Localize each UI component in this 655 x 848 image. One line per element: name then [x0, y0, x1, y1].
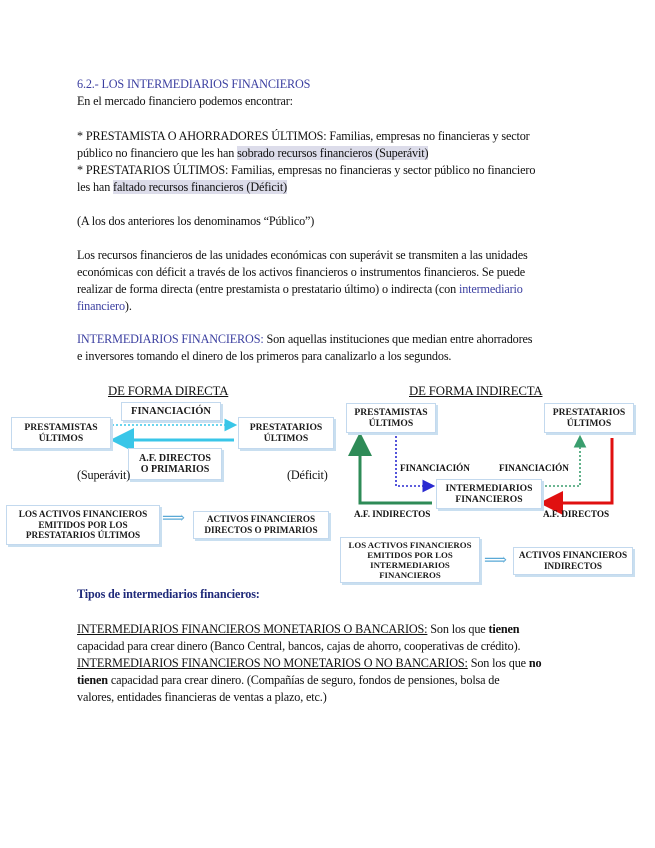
no-monetarios-title: INTERMEDIARIOS FINANCIEROS NO MONETARIOS O NO BANCARIOS:	[77, 656, 468, 670]
direct-prestatarios-l2: ÚLTIMOS	[263, 433, 309, 444]
prestamista-highlight: sobrado recursos financieros (Superávit)	[237, 146, 429, 160]
no-monetarios-line2	[77, 672, 500, 689]
direct-prestatarios-l1: PRESTATARIOS	[249, 422, 323, 433]
indirect-intermediarios-l2: FINANCIEROS	[455, 494, 523, 505]
no-monetarios-line2-rest: capacidad para crear dinero. (Compañías de seguro, fondos de pensiones, bolsa de	[107, 673, 500, 687]
monetarios-rest: Son los que	[427, 622, 489, 636]
indirect-activos-l2: EMITIDOS POR LOS	[367, 550, 453, 560]
indirect-prestatarios-l2: ÚLTIMOS	[566, 418, 612, 429]
direct-financiacion-label: FINANCIACIÓN	[131, 406, 211, 417]
intermediario-link: intermediario	[458, 282, 523, 296]
indirect-prestatarios-l1: PRESTATARIOS	[552, 407, 626, 418]
indirect-activos-l3: INTERMEDIARIOS	[370, 560, 450, 570]
recursos-line4-end: ).	[124, 299, 132, 313]
indirect-af-indirectos-label: A.F. INDIRECTOS	[354, 509, 431, 519]
indirect-intermediarios-box	[436, 479, 542, 509]
publico-note: (A los dos anteriores los denominamos “Público”)	[77, 214, 315, 228]
no-monetarios-line3: valores, entidades financieras de ventas a plazo, etc.)	[77, 690, 327, 704]
direct-activos-l2: EMITIDOS POR LOS	[38, 519, 128, 530]
direct-activos-l1: LOS ACTIVOS FINANCIEROS	[18, 509, 148, 520]
prestatario-line2-text: les han	[77, 180, 114, 194]
recursos-line3-text: realizar de forma directa (entre prestamista o prestatario último) o indirecta (con	[77, 282, 459, 296]
direct-deficit: (Déficit)	[287, 468, 328, 482]
no-monetarios-bold1: no	[528, 656, 542, 670]
section-title: 6.2.- LOS INTERMEDIARIOS FINANCIEROS	[77, 77, 311, 91]
intro-text: En el mercado financiero podemos encontrar:	[77, 94, 293, 108]
financiero-link: financiero	[77, 299, 125, 313]
definition-rest: Son aquellas instituciones que median entre ahorradores	[263, 332, 533, 346]
direct-af-box	[128, 448, 222, 480]
direct-activos-box	[6, 505, 160, 545]
monetarios-title: INTERMEDIARIOS FINANCIEROS MONETARIOS O BANCARIOS:	[77, 622, 428, 636]
indirect-prestamistas-box	[346, 403, 436, 433]
direct-prestamistas-l1: PRESTAMISTAS	[24, 422, 98, 433]
indirect-left-financiacion-arrow	[396, 432, 432, 486]
indirect-result-l1: ACTIVOS FINANCIEROS	[518, 550, 628, 560]
direct-superavit: (Superávit)	[77, 468, 131, 482]
indirect-result-box	[513, 547, 633, 575]
prestamista-line1: * PRESTAMISTA O AHORRADORES ÚLTIMOS: Familias, empresas no financieras y sector	[77, 129, 530, 143]
no-monetarios-rest: Son los que	[467, 656, 529, 670]
prestatario-highlight: faltado recursos financieros (Déficit)	[113, 180, 288, 194]
indirect-implies-arrow-icon: ⟹	[484, 552, 507, 569]
prestatario-line1: * PRESTATARIOS ÚLTIMOS: Familias, empresas no financieras y sector público no financiero	[77, 163, 536, 177]
direct-activos-l3: PRESTATARIOS ÚLTIMOS	[25, 530, 141, 541]
indirect-prestamistas-l2: ÚLTIMOS	[368, 418, 414, 429]
no-monetarios-bold2: tienen	[77, 673, 108, 687]
direct-financiacion-box	[121, 402, 221, 421]
indirect-right-financiacion-arrow	[541, 438, 580, 486]
indirect-financiacion-left-label: FINANCIACIÓN	[400, 463, 470, 473]
recursos-line2: económicas con déficit a través de los activos financieros o instrumentos financieros. Se puede	[77, 265, 526, 279]
definition-term: INTERMEDIARIOS FINANCIEROS:	[77, 332, 264, 346]
indirect-prestamistas-l1: PRESTAMISTAS	[354, 407, 428, 418]
indirect-prestatarios-box	[544, 403, 634, 433]
direct-result-l1: ACTIVOS FINANCIEROS	[206, 514, 316, 524]
indirect-activos-box	[340, 537, 480, 583]
direct-result-box	[193, 511, 329, 539]
direct-prestamistas-box	[11, 417, 111, 449]
indirect-activos-l1: LOS ACTIVOS FINANCIEROS	[348, 540, 472, 550]
monetarios-line2: capacidad para crear dinero (Banco Central, bancos, cajas de ahorro, cooperativas de crédito).	[77, 639, 521, 653]
monetarios-line1	[77, 621, 519, 638]
tipos-heading: Tipos de intermediarios financieros:	[77, 587, 260, 601]
indirect-af-directos-label: A.F. DIRECTOS	[543, 509, 610, 519]
indirect-heading: DE FORMA INDIRECTA	[409, 384, 543, 398]
indirect-financiacion-right-label: FINANCIACIÓN	[499, 463, 569, 473]
direct-af-l1: A.F. DIRECTOS	[139, 453, 211, 464]
direct-af-l2: O PRIMARIOS	[140, 464, 210, 475]
indirect-activos-l4: FINANCIEROS	[379, 570, 441, 580]
recursos-line1: Los recursos financieros de las unidades económicas con superávit se transmiten a las unidades	[77, 248, 528, 262]
prestamista-line2-text: público no financiero que les han	[77, 146, 238, 160]
direct-heading: DE FORMA DIRECTA	[108, 384, 229, 398]
monetarios-bold: tienen	[488, 622, 520, 636]
indirect-result-l2: INDIRECTOS	[543, 561, 603, 571]
no-monetarios-line1	[77, 655, 541, 672]
indirect-intermediarios-l1: INTERMEDIARIOS	[445, 483, 533, 494]
direct-result-l2: DIRECTOS O PRIMARIOS	[204, 525, 318, 535]
definition-line2: e inversores tomando el dinero de los primeros para canalizarlo a los segundos.	[77, 349, 452, 363]
direct-prestatarios-box	[238, 417, 334, 449]
direct-prestamistas-l2: ÚLTIMOS	[38, 433, 84, 444]
direct-implies-arrow-icon: ⟹	[162, 510, 185, 527]
